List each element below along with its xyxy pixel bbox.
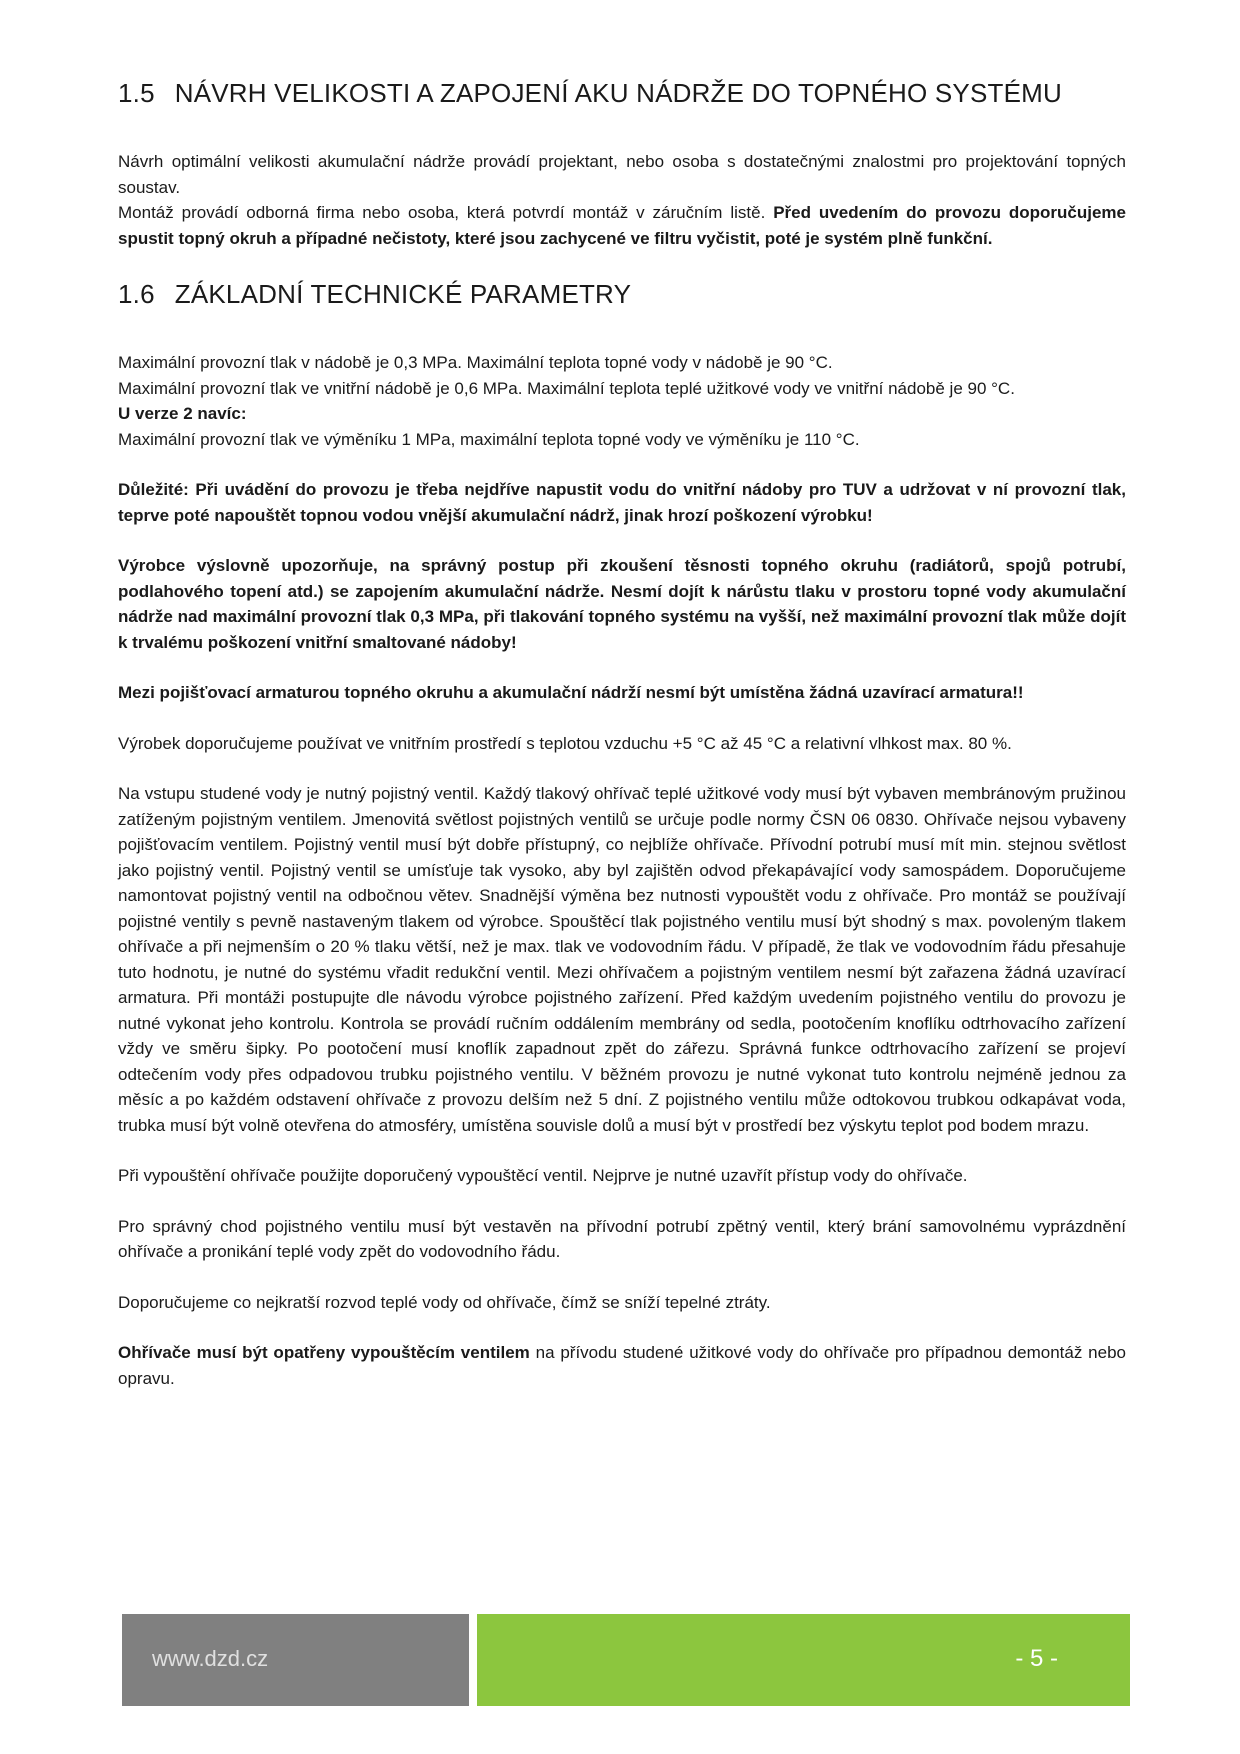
footer-website-block [122,1614,469,1706]
check-valve-paragraph: Pro správný chod pojistného ventilu musí být vestavěn na přívodní potrubí zpětný ventil, který brání samovolnému vyprázdnění ohřívače a pronikání teplé vody zpět do vodovodního řádu. [118,1216,1126,1261]
installation-bold-text: Před uvedením do provozu doporučujeme spustit topný okruh a případné nečistoty, které jsou zachycené ve filtru vyčistit, poté je systém plně funkční. [118,203,1126,248]
drain-valve-paragraph [118,1340,1126,1391]
version-2-label: U verze 2 navíc: [118,404,247,423]
param-line-2: Maximální provozní tlak ve vnitřní nádobě je 0,6 MPa. Maximální teplota teplé užitkové vody ve vnitřní nádobě je 90 °C. [118,378,1015,398]
installation-text: Montáž provádí odborná firma nebo osoba, která potvrdí montáž v záručním listě. [118,203,766,222]
warning-notice [118,553,1126,655]
drain-valve-bold-text: Ohřívače musí být opatřeny vypouštěcím ventilem [118,1343,530,1362]
footer-website: www.dzd.cz [152,1646,269,1671]
armature-text: Mezi pojišťovací armaturou topného okruhu a akumulační nádrží nesmí být umístěna žádná uzavírací armatura!! [118,683,1024,702]
footer-page-block [477,1614,1130,1706]
installation-paragraph [118,200,1126,251]
distribution-paragraph: Doporučujeme co nejkratší rozvod teplé vody od ohřívače, čímž se sníží tepelné ztráty. [118,1292,771,1312]
armature-notice [118,680,1126,706]
important-text: Důležité: Při uvádění do provozu je třeba nejdříve napustit vodu do vnitřní nádoby pro TUV a udržovat v ní provozní tlak, teprve poté napouštět topnou vodou vnější akumulační nádrž, jinak hrozí poškození výrobku! [118,480,1126,525]
section-title: ZÁKLADNÍ TECHNICKÉ PARAMETRY [174,279,632,309]
document-page [118,70,1126,1391]
draining-paragraph: Při vypouštění ohřívače použijte doporučený vypouštěcí ventil. Nejprve je nutné uzavřít přístup vody do ohřívače. [118,1166,968,1185]
section-number: 1.6 [118,279,155,309]
param-line-1: Maximální provozní tlak v nádobě je 0,3 MPa. Maximální teplota topné vody v nádobě je 90 °C. [118,353,833,372]
section-heading-1-6 [118,279,1126,310]
section-number: 1.5 [118,78,155,108]
param-line-4: Maximální provozní tlak ve výměníku 1 MPa, maximální teplota topné vody ve výměníku je 110 °C. [118,429,860,449]
section-heading-1-5 [118,78,1126,109]
section-title: NÁVRH VELIKOSTI A ZAPOJENÍ AKU NÁDRŽE DO TOPNÉHO SYSTÉMU [174,78,1062,108]
design-paragraph: Návrh optimální velikosti akumulační nádrže provádí projektant, nebo osoba s dostatečnými znalostmi pro projektování topných soustav. [118,152,1126,197]
page-number: - 5 - [1015,1645,1058,1672]
safety-valve-paragraph: Na vstupu studené vody je nutný pojistný ventil. Každý tlakový ohřívač teplé užitkové vody musí být vybaven membránovým pružinou zatíženým pojistným ventilem. Jmenovitá světlost pojistných ventilů se určuje podle normy ČSN 06 0830. Ohřívače nejsou vybaveny pojišťovacím ventilem. Pojistný ventil musí být dobře přístupný, co nejblíže ohřívače. Přívodní potrubí musí mít min. stejnou světlost jako pojistný ventil. Pojistný ventil se umísťuje tak vysoko, aby byl zajištěn odvod překapávající vody samospádem. Doporučujeme namontovat pojistný ventil na odbočnou větev. Snadnější výměna bez nutnosti vypouštět vodu z ohřívače. Pro montáž se používají pojistné ventily s pevně nastaveným tlakem od výrobce. Spouštěcí tlak pojistného ventilu musí být shodný s max. povoleným tlakem ohřívače a při nejmenším o 20 % tlaku větší, než je max. tlak ve vodovodním řádu. V případě, že tlak ve vodovodním řádu přesahuje tuto hodnotu, je nutné do systému vřadit redukční ventil. Mezi ohřívačem a pojistným ventilem nesmí být zařazena žádná uzavírací armatura. Při montáži postupujte dle návodu výrobce pojistného zařízení. Před každým uvedením pojistného ventilu do provozu je nutné vykonat jeho kontrolu. Kontrola se provádí ručním oddálením membrány od sedla, pootočením knoflíku odtrhovacího zařízení vždy ve směru šipky. Po pootočení musí knoflík zapadnout zpět do zářezu. Správná funkce odtrhovacího zařízení se projeví odtečením vody přes odpadovou trubku pojistného ventilu. V běžném provozu je nutné vykonat tuto kontrolu nejméně jednou za měsíc a po každém odstavení ohřívače z provozu delším než 5 dní. Z pojistného ventilu může odtokovou trubkou odkapávat voda, trubka musí být volně otevřena do atmosféry, umístěna souvisle dolů a musí být v prostředí bez výskytu teplot pod bodem mrazu. [118,784,1126,1135]
parameters-block [118,350,1126,452]
environment-paragraph: Výrobek doporučujeme používat ve vnitřním prostředí s teplotou vzduchu +5 °C až 45 °C a relativní vlhkost max. 80 %. [118,733,1012,753]
warning-text: Výrobce výslovně upozorňuje, na správný postup při zkoušení těsnosti topného okruhu (radiátorů, spojů potrubí, podlahového topení atd.) se zapojením akumulační nádrže. Nesmí dojít k nárůstu tlaku v prostoru topné vody akumulační nádrže nad maximální provozní tlak 0,3 MPa, při tlakování topného systému na vyšší, než maximální provozní tlak může dojít k trvalému poškození vnitřní smaltované nádoby! [118,556,1126,652]
param-line-3 [118,401,1126,427]
drain-valve-text: na přívodu studené užitkové vody do ohřívače pro případnou demontáž nebo opravu. [118,1343,1127,1388]
important-notice [118,477,1126,528]
